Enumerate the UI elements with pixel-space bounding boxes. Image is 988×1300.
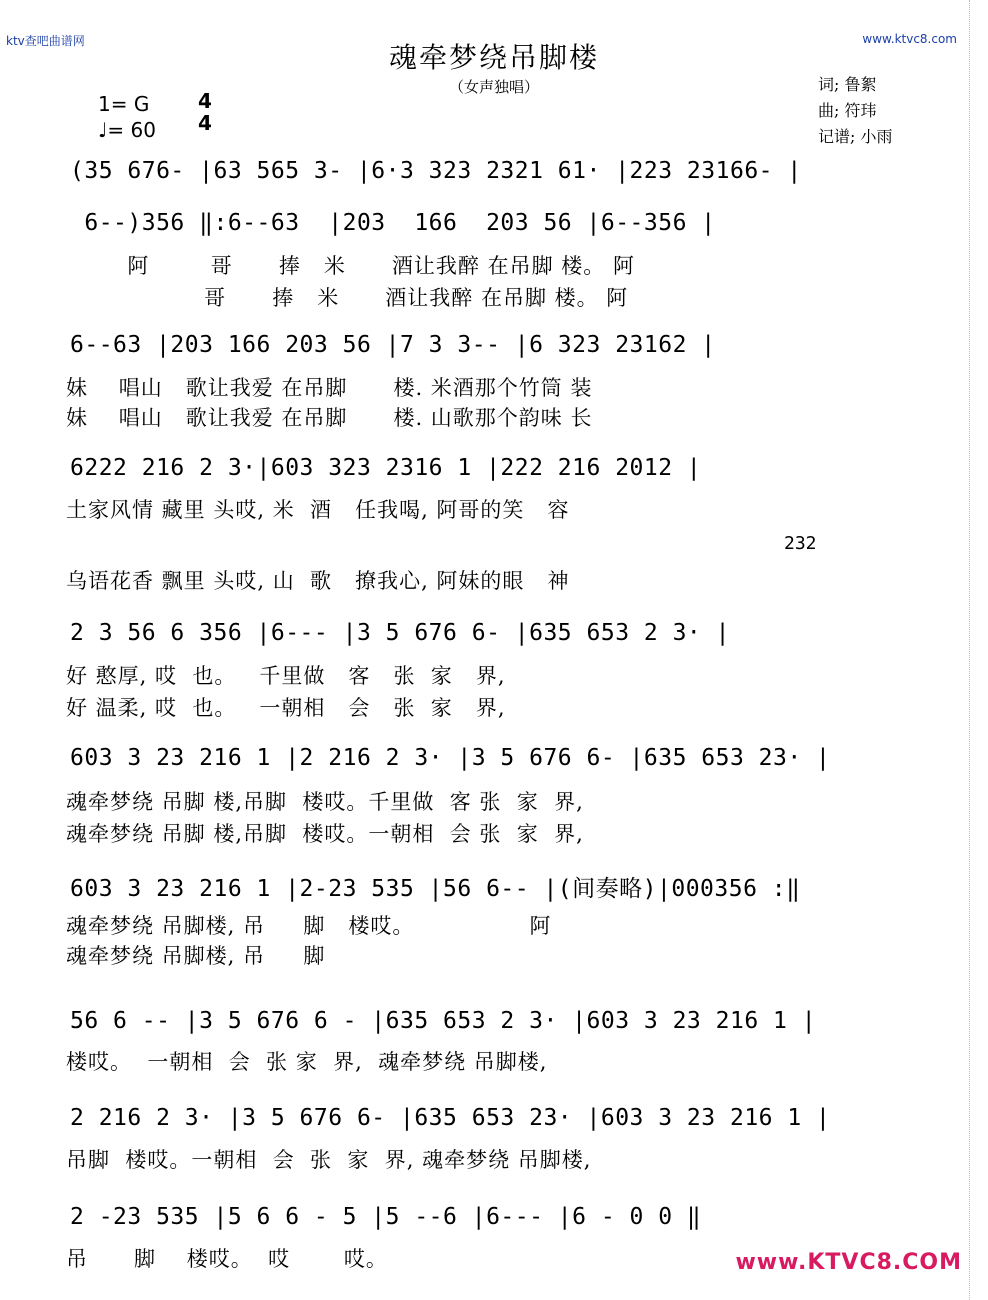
composer-credit: 曲; 符玮	[818, 101, 877, 120]
score-line-2-notes: 6--)356 ‖:6--63 |203 166 203 56 |6--356 |	[70, 210, 716, 236]
time-signature-bottom: 4	[198, 111, 212, 135]
score-line-9-notes: 56 6 -- |3 5 676 6 - |635 653 2 3· |603 3 23 216 1 |	[70, 1008, 817, 1034]
score-line-10-lyrics-1: 吊脚 楼哎。一朝相 会 张 家 界, 魂牵梦绕 吊脚楼,	[66, 1148, 592, 1172]
score-line-5-lyrics-1: 乌语花香 飘里 头哎, 山 歌 撩我心, 阿妹的眼 神	[66, 569, 570, 593]
score-line-6-lyrics-1: 好 憨厚, 哎 也。 千里做 客 张 家 界,	[66, 664, 506, 688]
time-signature-top: 4	[198, 89, 212, 113]
score-line-5-extra-notes: 232	[784, 533, 817, 554]
score-line-7-notes: 603 3 23 216 1 |2 216 2 3· |3 5 676 6- |635 653 23· |	[70, 745, 831, 771]
key-signature: 1= G	[98, 92, 150, 116]
score-line-4-lyrics-1: 土家风情 藏里 头哎, 米 酒 任我喝, 阿哥的笑 容	[66, 498, 570, 522]
score-line-7-lyrics-2: 魂牵梦绕 吊脚 楼,吊脚 楼哎。一朝相 会 张 家 界,	[66, 822, 584, 846]
score-line-3-notes: 6--63 |203 166 203 56 |7 3 3-- |6 323 23162 |	[70, 332, 716, 358]
score-line-3-lyrics-2: 妹 唱山 歌让我爱 在吊脚 楼. 山歌那个韵味 长	[66, 406, 593, 430]
score-line-6-lyrics-2: 好 温柔, 哎 也。 一朝相 会 张 家 界,	[66, 696, 506, 720]
time-signature	[198, 90, 212, 134]
score-line-2-lyrics-1: 阿 哥 捧 米 酒让我醉 在吊脚 楼。 阿	[66, 254, 635, 278]
right-watermark-strip	[969, 0, 988, 1300]
score-line-6-notes: 2 3 56 6 356 |6--- |3 5 676 6- |635 653 2 3· |	[70, 620, 730, 646]
score-line-1-notes: (35 676- |63 565 3- |6·3 323 2321 61· |223 23166- |	[70, 158, 802, 184]
transcriber-credit: 记谱; 小雨	[818, 127, 893, 146]
score-line-8-lyrics-1: 魂牵梦绕 吊脚楼, 吊 脚 楼哎。 阿	[66, 914, 552, 938]
score-line-7-lyrics-1: 魂牵梦绕 吊脚 楼,吊脚 楼哎。千里做 客 张 家 界,	[66, 790, 584, 814]
footer-watermark[interactable]: www.KTVC8.COM	[735, 1250, 962, 1275]
lyricist-credit: 词; 鲁絮	[818, 75, 877, 94]
site-name-left[interactable]: ktv查吧曲谱网	[6, 34, 85, 48]
score-line-11-lyrics-1: 吊 脚 楼哎。 哎 哎。	[66, 1247, 388, 1271]
score-line-4-notes: 6222 216 2 3·|603 323 2316 1 |222 216 2012 |	[70, 455, 702, 481]
tempo-marking: ♩= 60	[98, 118, 156, 142]
site-url-right[interactable]: www.ktvc8.com	[862, 32, 957, 46]
song-title: 魂牵梦绕吊脚楼	[388, 41, 599, 74]
score-line-2-lyrics-2: 哥 捧 米 酒让我醉 在吊脚 楼。 阿	[66, 286, 629, 310]
credits	[818, 72, 892, 150]
left-watermark-strip	[0, 0, 14, 1300]
song-subtitle: （女声独唱）	[448, 78, 539, 96]
score-line-3-lyrics-1: 妹 唱山 歌让我爱 在吊脚 楼. 米酒那个竹筒 装	[66, 376, 593, 400]
score-line-11-notes: 2 -23 535 |5 6 6 - 5 |5 --6 |6--- |6 - 0 0 ‖	[70, 1204, 702, 1230]
score-line-10-notes: 2 216 2 3· |3 5 676 6- |635 653 23· |603 3 23 216 1 |	[70, 1105, 831, 1131]
score-line-8-notes: 603 3 23 216 1 |2-23 535 |56 6-- |(间奏略)|000356 :‖	[70, 876, 801, 902]
score-line-9-lyrics-1: 楼哎。 一朝相 会 张 家 界, 魂牵梦绕 吊脚楼,	[66, 1050, 548, 1074]
score-line-8-lyrics-2: 魂牵梦绕 吊脚楼, 吊 脚	[66, 944, 326, 968]
